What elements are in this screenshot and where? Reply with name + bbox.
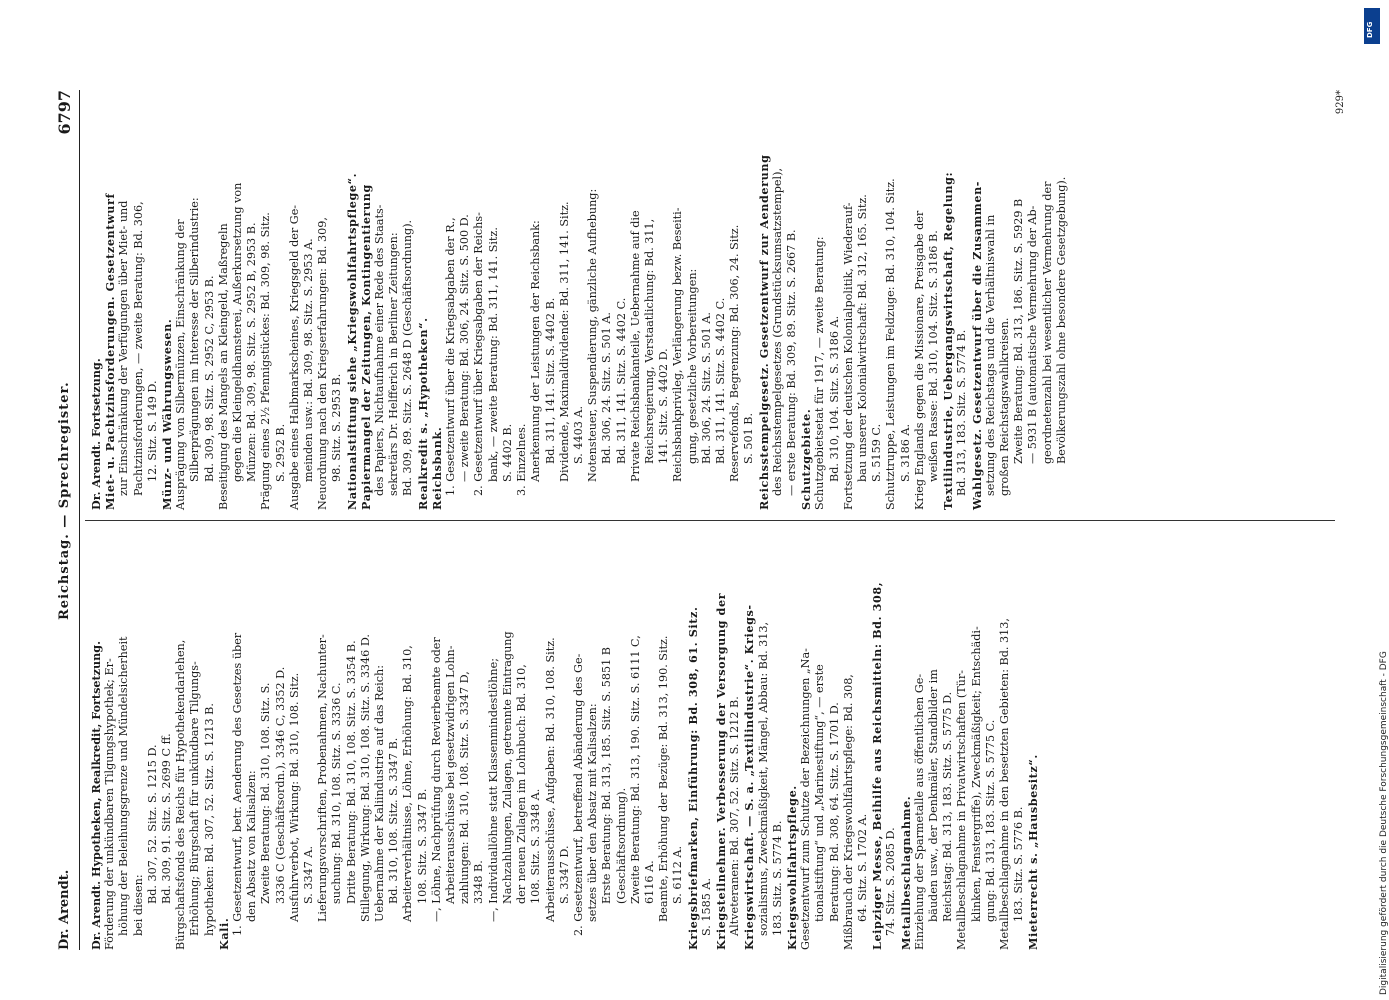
register-entry-line: S. 5159 C.	[870, 423, 884, 482]
dfg-logo-text: DFG	[1366, 21, 1374, 38]
register-keyword-line: Kriegsbriefmarken, Einführung: Bd. 308, 61. Sitz.	[685, 606, 700, 950]
register-entry-line: 64. Sitz. S. 1702 A.	[855, 813, 869, 922]
register-entry-line: weißen Rasse: Bd. 310, 104. Sitz. S. 3186 B.	[926, 230, 940, 482]
register-entry-line: setzung des Reichstags und die Verhältniswahl in	[983, 214, 997, 496]
register-entry-line: Bd. 310, 104. Sitz. S. 3186 A.	[827, 315, 841, 482]
register-entry-line: Fortsetzung der deutschen Kolonialpolitik, Wiederauf-	[841, 202, 855, 510]
register-entry-line: Erste Beratung: Bd. 313, 185. Sitz. S. 5851 B	[600, 647, 614, 904]
register-entry-line: Reichsbankprivileg, Verlängerung bezw. Beseiti-	[671, 207, 685, 482]
register-entry-line: (Geschäftsordnung).	[614, 787, 628, 904]
register-entry-line: suchung: Bd. 310, 108. Sitz. S. 3336 C.	[330, 682, 344, 904]
register-entry-line: 183. Sitz. S. 5776 B.	[1012, 806, 1026, 922]
register-entry-line: sekretärs Dr. Helfferich in Berliner Zeitungen:	[387, 232, 401, 496]
register-keyword-line: Reichsbank.	[429, 426, 444, 510]
register-entry-line: setzes über den Absatz mit Kalisalzen:	[586, 703, 600, 922]
register-entry-line: 141. Sitz. S. 4402 D.	[657, 348, 671, 464]
register-entry-line: Notensteuer, Suspendierung, gänzliche Aufhebung:	[586, 188, 600, 482]
register-entry-line: 108. Sitz. S. 3347 B.	[415, 788, 429, 904]
register-entry-line: gegen die Kleingeldhamsterei, Außerkursetzung von	[231, 182, 245, 482]
register-entry-line: Metallbeschlagnahme in Privatwirtschaften (Tür-	[955, 669, 969, 950]
register-keyword-line: Münz- und Währungswesen.	[160, 318, 175, 510]
register-entry-line: des Papiers, Nichtaufnahme einer Rede des Staats-	[373, 204, 387, 496]
rotated-register-sheet	[55, 90, 1355, 950]
register-entry-line: 3336 C (Geschäftsordn.), 3346 C, 3352 D.	[273, 666, 287, 904]
page-header	[55, 90, 79, 950]
register-entry-line: Reservefonds, Begrenzung: Bd. 306, 24. Sitz.	[728, 224, 742, 482]
register-entry-line: Arbeiterverhältnisse, Löhne, Erhöhung: Bd. 310,	[401, 645, 415, 922]
register-entry-line: gung, gesetzliche Vorbereitungen:	[685, 268, 699, 464]
register-entry-line: klinken, Fenstergriffe), Zweckmäßigkeit; Entschädi-	[969, 626, 983, 922]
register-entry-line: —, Löhne, Nachprüfung durch Revierbeamte oder	[429, 637, 443, 922]
register-entry-line: zur Einschränkung der Verfügungen über Miet- und	[117, 200, 131, 496]
register-entry-line: Private Reichsbankanteile, Uebernahme auf die	[628, 210, 642, 482]
register-keyword-line: Kriegswohlfahrtspflege.	[784, 785, 799, 950]
header-left: Dr. Arendt.	[57, 869, 72, 950]
register-entry-line: des Reichsstempelgesetzes (Grundstücksumsatzstempel),	[770, 167, 784, 496]
register-entry-line: S. 1585 A.	[699, 877, 713, 936]
register-entry-line: Krieg Englands gegen die Missionare, Preisgabe der	[912, 210, 926, 510]
register-entry-line: zahlungen: Bd. 310, 108. Sitz. S. 3347 D,	[458, 671, 472, 904]
register-entry-line: Zweite Beratung: Bd. 313, 186. Sitz. S. 5929 B	[1012, 198, 1026, 464]
register-entry-line: Bevölkerungszahl ohne besondere Gesetzgebung).	[1054, 176, 1068, 464]
register-entry-line: 1. Gesetzentwurf, betr. Aenderung des Gesetzes über	[231, 632, 245, 936]
column-heading: Dr. Arendt. Fortsetzung.	[89, 358, 103, 510]
register-entry-line: gung: Bd. 313, 183. Sitz. S. 5775 C.	[983, 719, 997, 922]
register-entry-line: Mißbrauch der Kriegswohlfahrtspflege: Bd. 308,	[841, 674, 855, 950]
register-entry-line: Schutztruppe, Leistungen im Feldzuge: Bd. 310, 104. Sitz.	[884, 178, 898, 510]
register-entry-line: Arbeiterausschüsse bei gesetzwidrigen Lohn-	[444, 645, 458, 904]
register-entry-line: 6116 A.	[642, 860, 656, 904]
register-entry-line: tionalstiftung“ und „Marinestiftung“, — erste	[813, 664, 827, 922]
register-entry-line: S. 501 B.	[742, 412, 756, 464]
register-entry-line: 108. Sitz. S. 3348 A.	[529, 788, 543, 904]
register-entry-line: der neuen Zulagen im Lohnbuch: Bd. 310,	[515, 664, 529, 904]
register-entry-line: Beratung: Bd. 308, 64. Sitz. S. 1701 D.	[827, 702, 841, 922]
register-keyword-line: Metallbeschlagnahme.	[898, 795, 913, 950]
register-entry-line: Bürgschaftsfonds des Reichs für Hypothekendarlehen,	[174, 639, 188, 950]
column-right	[89, 90, 1069, 510]
register-keyword-line: Papiermangel der Zeitungen, Kontingentierung	[358, 184, 373, 510]
register-entry-line: bäuden usw., der Denkmäler, Standbilder im	[926, 669, 940, 922]
register-entry-line: Beseitigung des Mangels an Kleingeld, Maßregeln	[216, 223, 230, 510]
register-entry-line: — zweite Beratung: Bd. 306, 24. Sitz. S. 500 D.	[458, 214, 472, 482]
register-entry-line: Bd. 307, 52. Sitz. S. 1215 D.	[145, 744, 159, 904]
register-keyword-line: Kriegswirtschaft. — S. a. „Textilindustrie“. Kriegs-	[742, 604, 757, 950]
register-entry-line: 2. Gesetzentwurf über Kriegsabgaben der Reichs-	[472, 212, 486, 496]
page-number: 6797	[55, 90, 74, 135]
register-keyword-line: Kriegsteilnehmer. Verbesserung der Versorgung der	[713, 592, 728, 950]
header-title: Reichstag. — Sprechregister.	[57, 381, 72, 620]
register-entry-line: Zweite Beratung: Bd. 310, 108. Sitz. S.	[259, 682, 273, 904]
register-entry-line: Einziehung der Sparmetalle aus öffentlichen Ge-	[912, 673, 926, 950]
register-entry-line: bank, — zweite Beratung: Bd. 311, 141. Sitz.	[486, 227, 500, 482]
register-entry-line: Prägung eines 2½ Pfennigstückes: Bd. 309, 98. Sitz.	[259, 212, 273, 510]
register-entry-line: Metallbeschlagnahme in den besetzten Gebieten: Bd. 313,	[998, 618, 1011, 950]
register-keyword-line: Nationalstiftung siehe „Kriegswohlfahrtspflege“.	[344, 172, 359, 510]
header-rule	[79, 90, 80, 950]
register-entry-line: Ausfuhrverbot, Wirkung: Bd. 310, 108. Sitz.	[287, 672, 301, 922]
register-entry-line: hypotheken: Bd. 307, 52. Sitz. S. 1213 B.	[202, 703, 216, 936]
register-keyword-line: Wahlgesetz. Gesetzentwurf über die Zusammen-	[969, 180, 984, 510]
register-entry-line: S. 6112 A.	[671, 845, 685, 904]
register-entry-line: Erhöhung; Bürgschaft für unkündbare Tilgungs-	[188, 661, 202, 936]
register-entry-line: Bd. 309, 98. Sitz. S. 2952 C, 2953 B.	[202, 275, 216, 482]
register-entry-line: großen Reichstagswahlkreisen.	[998, 317, 1011, 496]
register-keyword-line: Mieterrecht s. „Hausbesitz“.	[1026, 754, 1041, 950]
register-entry-line: Arbeiterausschüsse, Aufgaben: Bd. 310, 108. Sitz.	[543, 637, 557, 922]
register-entry-line: Bd. 310, 108. Sitz. S. 3347 B.	[387, 737, 401, 904]
register-entry-line: höhung der Beleihungsgrenze und Mündelsicherheit	[117, 636, 131, 936]
register-entry-line: S. 3347 A.	[302, 845, 316, 904]
register-keyword-line: Schutzgebiete.	[799, 408, 814, 510]
register-entry-line: Bd. 311, 141. Sitz. S. 4402 C.	[614, 297, 628, 464]
register-entry-line: Anerkennung der Leistungen der Reichsbank:	[529, 220, 543, 482]
register-keyword-line: Leipziger Messe, Beihilfe aus Reichsmitteln: Bd. 308,	[870, 581, 885, 950]
register-entry-line: — erste Beratung: Bd. 309, 89. Sitz. S. 2667 B.	[784, 229, 798, 496]
register-entry-line: Ausprägung von Silbermünzen, Einschränkung der	[174, 219, 188, 510]
register-entry-line: 12. Sitz. S. 149 D.	[145, 380, 159, 482]
register-entry-line: Bd. 313, 183. Sitz. S. 5774 B.	[955, 329, 969, 496]
register-entry-line: S. 2952 B.	[273, 423, 287, 482]
register-entry-line: bau unserer Kolonialwirtschaft: Bd. 312, 165. Sitz.	[855, 194, 869, 482]
register-entry-line: — 5931 B (automatische Vermehrung der Ab-	[1026, 205, 1040, 464]
signature-mark: 929*	[1335, 90, 1346, 115]
register-entry-line: meinden usw.: Bd. 309, 98. Sitz. S. 2953 A.	[302, 238, 316, 482]
register-entry-line: —, Individuallöhne statt Klassenmindestlöhne;	[486, 658, 500, 922]
register-entry-line: Dritte Beratung: Bd. 310, 108. Sitz. S. 3354 B.	[344, 640, 358, 904]
register-keyword-line: Textilindustrie, Uebergangswirtschaft, Regelung:	[941, 171, 956, 510]
register-entry-line: Stillegung, Wirkung: Bd. 310, 108. Sitz. S. 3346 D.	[358, 634, 372, 922]
column-heading: Dr. Arendt. Hypotheken, Realkredit, Fortsetzung.	[89, 640, 103, 950]
register-entry-line: Silberprägungen im Interesse der Silberindustrie:	[188, 197, 202, 482]
register-entry-line: Bd. 306, 24. Sitz. S. 501 A.	[600, 312, 614, 464]
column-left	[89, 530, 1041, 950]
register-entry-line: S. 3347 D.	[557, 845, 571, 904]
register-entry-line: Uebernahme der Kaliindustrie auf das Reich:	[373, 665, 387, 922]
register-entry-line: sozialismus, Zweckmäßigkeit, Mängel, Abbau: Bd. 313,	[756, 621, 770, 936]
register-entry-line: 3. Einzelnes.	[515, 423, 529, 496]
column-divider	[85, 520, 1335, 521]
digitization-note	[1357, 20, 1389, 995]
register-entry-line: Neuordnung nach den Kriegserfahrungen: Bd. 309,	[316, 217, 330, 510]
register-keyword-line: Miet- u. Pachtzinsforderungen. Gesetzentwurf	[103, 193, 118, 510]
register-entry-line: Nachzahlungen, Zulagen, getrennte Eintragung	[500, 631, 514, 904]
register-entry-line: S. 3186 A.	[898, 423, 912, 482]
register-entry-line: Gesetzentwurf zum Schutze der Bezeichnungen „Na-	[799, 648, 813, 950]
digitization-note-text: Digitalisierung gefördert durch die Deutsche Forschungsgemeinschaft - DFG	[1379, 651, 1389, 995]
register-entry-line: Schutzgebietsetat für 1917, — zweite Beratung:	[813, 236, 827, 510]
register-entry-line: Reichsregierung, Verstaatlichung: Bd. 311,	[642, 218, 656, 464]
register-entry-line: 98. Sitz. S. 2953 B.	[330, 373, 344, 482]
register-keyword-line: Reichsstempelgesetz. Gesetzentwurf zur Aenderung	[756, 154, 771, 510]
register-entry-line: Bd. 306, 24. Sitz. S. 501 A.	[699, 312, 713, 464]
register-entry-line: geordnetenzahl bei wesentlicher Vermehrung der	[1040, 181, 1054, 464]
register-entry-line: Lieferungsvorschriften, Probenahmen, Nachunter-	[316, 634, 330, 922]
register-entry-line: Beamte, Erhöhung der Bezüge: Bd. 313, 190. Sitz.	[657, 635, 671, 922]
register-entry-line: 1. Gesetzentwurf über die Kriegsabgaben der R.,	[444, 217, 458, 496]
register-entry-line: den Absatz von Kalisalzen:	[245, 770, 259, 922]
register-entry-line: Bd. 309, 89. Sitz. S. 2648 D (Geschäftsordnung).	[401, 219, 415, 496]
register-entry-line: Reichstag: Bd. 313, 183. Sitz. S. 5775 D.	[941, 691, 955, 922]
register-entry-line: 2. Gesetzentwurf, betreffend Abänderung des Ge-	[571, 653, 585, 936]
register-entry-line: 74. Sitz. S. 2085 D.	[884, 827, 898, 936]
register-entry-line: Dividende, Maximaldividende: Bd. 311, 141. Sitz.	[557, 201, 571, 482]
register-entry-line: Bd. 309, 91. Sitz. S. 2699 C ff.	[160, 733, 174, 904]
register-keyword-line: Kali.	[216, 917, 231, 950]
register-entry-line: bei diesen:	[131, 874, 145, 936]
register-entry-line: Altveteranen: Bd. 307, 52. Sitz. S. 1212 B.	[728, 696, 742, 936]
register-entry-line: Bd. 311, 141. Sitz. S. 4402 B.	[543, 297, 557, 464]
register-entry-line: Förderung der unkündbaren Tilgungshypothek; Er-	[103, 658, 117, 950]
register-entry-line: 3348 B.	[472, 860, 486, 904]
register-entry-line: Zweite Beratung: Bd. 313, 190. Sitz. S. 6111 C,	[628, 635, 642, 904]
register-entry-line: Ausgabe eines Halbmarkscheines, Kriegsgeld der Ge-	[287, 204, 301, 510]
register-entry-line: 183. Sitz. S. 5774 B.	[770, 820, 784, 936]
dfg-logo	[1364, 8, 1380, 44]
register-entry-line: S. 4402 B.	[500, 423, 514, 482]
register-entry-line: Bd. 311, 141. Sitz. S. 4402 C.	[713, 297, 727, 464]
register-entry-line: S. 4403 A.	[571, 405, 585, 464]
register-keyword-line: Realkredit s. „Hypotheken“.	[415, 317, 430, 510]
register-entry-line: Münzen: Bd. 309, 98. Sitz. S. 2952 B, 2953 B.	[245, 222, 259, 482]
register-entry-line: Pachtzinsforderungen, — zweite Beratung: Bd. 306,	[131, 201, 145, 496]
